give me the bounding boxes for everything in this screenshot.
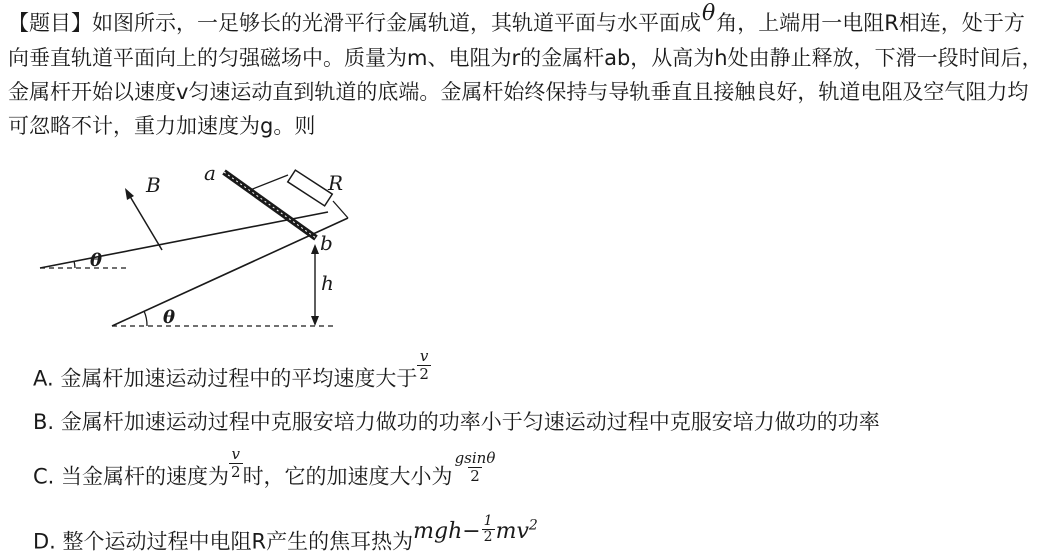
fraction-v-over-2-c: $\frac{v}{2}$	[231, 445, 241, 481]
stem-text-2: 角，上端用一电阻R相连，处于方向垂直轨道平面向上的匀强磁场中。质量为m、电阻为r的金属杆ab，从高为h处由静止释放，下滑一段时间后，金属杆开始以速度v匀速运动直到轨道的底端。金属杆始终保持与导轨垂直且接触良好，轨道电阻及空气阻力均可忽略不计，重力加速度为g。则	[8, 11, 1043, 138]
fraction-gsin-over-2: $\frac{gsin\theta}{2}$	[454, 449, 496, 485]
label-a: a	[204, 161, 216, 185]
resistor-R	[288, 170, 333, 206]
upper-angle-arc	[74, 261, 75, 268]
field-B-arrow	[128, 193, 162, 250]
label-b: b	[320, 231, 333, 255]
question-tag: 【题目】	[8, 11, 92, 35]
stem-text-1: 如图所示，一足够长的光滑平行金属轨道，其轨道平面与水平面成	[92, 11, 701, 35]
label-R: R	[328, 171, 344, 195]
lower-angle-arc	[144, 311, 147, 326]
joule-heat-expression: mgh− $\frac{1}{2}$ $mv^2$	[413, 512, 538, 545]
upper-rail	[40, 212, 328, 268]
option-C-text-1: C. 当金属杆的速度为	[33, 464, 230, 489]
option-B-text: B. 金属杆加速运动过程中克服安培力做功的功率小于匀速运动过程中克服安培力做功的功率	[33, 410, 880, 434]
label-h: h	[321, 271, 334, 295]
option-D-text: D. 整个运动过程中电阻R产生的焦耳热为	[33, 529, 414, 554]
option-B[interactable]	[33, 408, 880, 436]
option-A[interactable]	[33, 347, 431, 397]
fraction-v-over-2: $\frac{v}{2}$	[419, 347, 429, 383]
label-theta-top: θ	[90, 250, 103, 271]
option-C-text-2: 时，它的加速度大小为	[242, 464, 453, 489]
question-stem	[8, 1, 1043, 143]
label-theta-bottom: θ	[163, 307, 176, 328]
option-C[interactable]	[33, 445, 497, 495]
rail-diagram	[30, 160, 370, 340]
resistor-wire	[250, 175, 288, 190]
theta-symbol: θ	[702, 1, 716, 26]
option-D[interactable]	[33, 512, 538, 558]
option-A-text: A. 金属杆加速运动过程中的平均速度大于	[33, 366, 418, 391]
label-B: B	[146, 173, 161, 197]
